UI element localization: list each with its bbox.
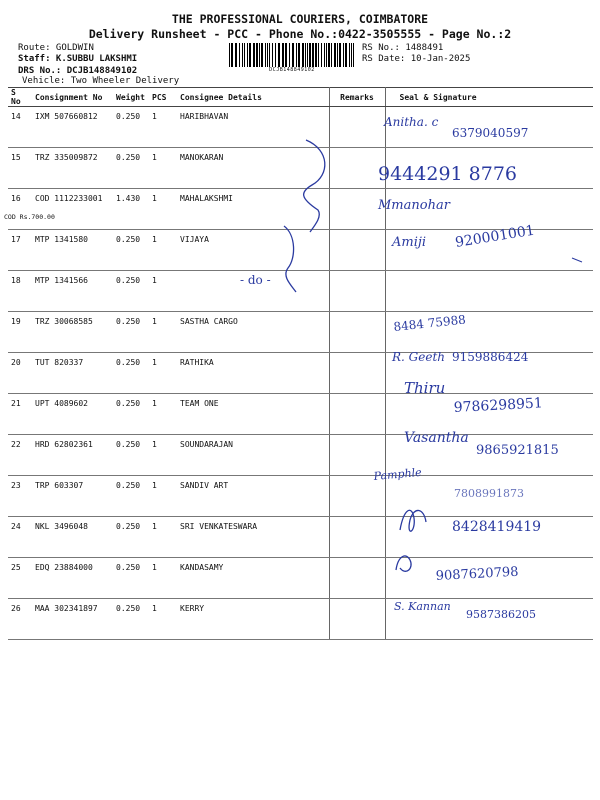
cell-remarks bbox=[329, 271, 385, 312]
barcode-bar bbox=[242, 43, 243, 67]
cell-pcs bbox=[149, 435, 177, 476]
cell-consignment bbox=[32, 558, 113, 599]
signature-name-5: Thiru bbox=[404, 379, 446, 397]
cell-consignee bbox=[177, 312, 329, 353]
cell-signature bbox=[385, 230, 593, 271]
cell-consignee-text: SANDIV ART bbox=[180, 481, 229, 490]
cell-signature bbox=[385, 476, 593, 517]
cell-weight-text: 0.250 bbox=[116, 112, 141, 121]
cell-consignment-text: TRZ 335009872 bbox=[35, 153, 98, 162]
cell-pcs bbox=[149, 353, 177, 394]
cell-consignment-text: TRZ 30068585 bbox=[35, 317, 93, 326]
cell-sno-text: 18 bbox=[11, 276, 21, 285]
cell-signature bbox=[385, 148, 593, 189]
cell-sno-text: 14 bbox=[11, 112, 21, 121]
barcode-bar bbox=[247, 43, 248, 67]
table-row bbox=[8, 312, 593, 353]
cell-weight-text: 0.250 bbox=[116, 481, 141, 490]
barcode-bar bbox=[321, 43, 322, 67]
barcode-bar bbox=[305, 43, 306, 67]
signature-phone-4: 8484 75988 bbox=[392, 312, 467, 334]
signature-phone-1: 6379040597 bbox=[452, 126, 529, 140]
cell-consignment bbox=[32, 189, 113, 230]
col-weight: Weight bbox=[113, 88, 149, 107]
cell-sno bbox=[8, 230, 32, 271]
barcode-bar bbox=[285, 43, 287, 67]
table-row bbox=[8, 517, 593, 558]
cell-weight bbox=[113, 312, 149, 353]
company-title: THE PROFESSIONAL COURIERS, COIMBATORE bbox=[171, 12, 429, 26]
cod-amount-note: COD Rs.700.00 bbox=[4, 213, 55, 221]
cell-weight-text: 0.250 bbox=[116, 153, 141, 162]
cell-sno bbox=[8, 148, 32, 189]
vehicle-label: Vehicle: Two Wheeler Delivery bbox=[22, 76, 180, 86]
table-row bbox=[8, 353, 593, 394]
barcode-bar bbox=[309, 43, 311, 67]
cell-consignment bbox=[32, 312, 113, 353]
cell-consignee-text: MANOKARAN bbox=[180, 153, 224, 162]
cell-sno bbox=[8, 517, 32, 558]
barcode-bar bbox=[318, 43, 319, 67]
cell-consignee bbox=[177, 476, 329, 517]
cell-pcs-text: 1 bbox=[152, 317, 157, 326]
cell-sno bbox=[8, 312, 32, 353]
cell-pcs-text: 1 bbox=[152, 522, 157, 531]
cell-weight-text: 0.250 bbox=[116, 317, 141, 326]
cell-weight bbox=[113, 558, 149, 599]
barcode-bar bbox=[343, 43, 344, 67]
cell-remarks bbox=[329, 435, 385, 476]
barcode-bar bbox=[324, 43, 325, 67]
barcode-bar bbox=[339, 43, 341, 67]
cell-pcs bbox=[149, 476, 177, 517]
cell-pcs-text: 1 bbox=[152, 440, 157, 449]
cell-pcs bbox=[149, 394, 177, 435]
col-signature: Seal & Signature bbox=[385, 88, 593, 107]
cell-sno bbox=[8, 107, 32, 148]
barcode-bar bbox=[353, 43, 354, 67]
cell-signature bbox=[385, 271, 593, 312]
cell-consignee-text: TEAM ONE bbox=[180, 399, 219, 408]
barcode-bar bbox=[289, 43, 290, 67]
cell-consignment bbox=[32, 230, 113, 271]
signature-phone-6: 9786298951 bbox=[453, 395, 544, 416]
barcode-bar bbox=[229, 43, 230, 67]
cell-consignment bbox=[32, 599, 113, 640]
cell-consignment bbox=[32, 271, 113, 312]
cell-remarks bbox=[329, 148, 385, 189]
barcode-bar bbox=[296, 43, 297, 67]
signature-phone-8: 7808991873 bbox=[454, 487, 524, 500]
cell-consignment-text: COD 1112233001 bbox=[35, 194, 103, 203]
cell-consignment bbox=[32, 353, 113, 394]
barcode-bar bbox=[261, 43, 263, 67]
cell-weight bbox=[113, 394, 149, 435]
cell-consignee-text: KANDASAMY bbox=[180, 563, 224, 572]
cell-pcs bbox=[149, 312, 177, 353]
barcode-bar bbox=[331, 43, 332, 67]
cell-sno bbox=[8, 394, 32, 435]
cell-weight-text: 0.250 bbox=[116, 604, 141, 613]
barcode-bar bbox=[249, 43, 251, 67]
cell-pcs-text: 1 bbox=[152, 358, 157, 367]
barcode-bar bbox=[351, 43, 352, 67]
cell-pcs bbox=[149, 271, 177, 312]
cell-remarks bbox=[329, 476, 385, 517]
cell-consignee-text: RATHIKA bbox=[180, 358, 214, 367]
cell-consignee bbox=[177, 435, 329, 476]
cell-consignee-text: VIJAYA bbox=[180, 235, 209, 244]
cell-consignee bbox=[177, 394, 329, 435]
cell-weight-text: 0.250 bbox=[116, 399, 141, 408]
signature-name-8: S. Kannan bbox=[394, 600, 451, 613]
cell-sno-text: 22 bbox=[11, 440, 21, 449]
table-row bbox=[8, 189, 593, 230]
cell-sno-text: 15 bbox=[11, 153, 21, 162]
cell-pcs bbox=[149, 558, 177, 599]
signature-name-4: R. Geeth bbox=[392, 350, 446, 364]
barcode-bar bbox=[292, 43, 294, 67]
staff-label: Staff: K.SUBBU LAKSHMI bbox=[18, 54, 138, 64]
cell-weight-text: 0.250 bbox=[116, 358, 141, 367]
cell-signature bbox=[385, 394, 593, 435]
barcode-bar bbox=[345, 43, 347, 67]
cell-pcs-text: 1 bbox=[152, 235, 157, 244]
signature-phone-2: 9444291 8776 bbox=[378, 163, 518, 185]
cell-consignee bbox=[177, 189, 329, 230]
cell-remarks bbox=[329, 107, 385, 148]
cell-pcs bbox=[149, 599, 177, 640]
signature-name-6: Vasantha bbox=[404, 430, 469, 446]
table-row bbox=[8, 476, 593, 517]
barcode-bar bbox=[349, 43, 350, 67]
cell-consignee bbox=[177, 558, 329, 599]
barcode-bar bbox=[334, 43, 336, 67]
table-row bbox=[8, 107, 593, 148]
cell-sno-text: 25 bbox=[11, 563, 21, 572]
barcode-bar bbox=[307, 43, 308, 67]
cell-signature bbox=[385, 107, 593, 148]
signature-phone-7: 9865921815 bbox=[476, 443, 559, 458]
cell-consignee-text: MAHALAKSHMI bbox=[180, 194, 233, 203]
cell-weight bbox=[113, 435, 149, 476]
cell-signature bbox=[385, 312, 593, 353]
cell-sno-text: 23 bbox=[11, 481, 21, 490]
cell-weight bbox=[113, 271, 149, 312]
signature-name-1: Anitha. c bbox=[384, 115, 439, 129]
cell-weight bbox=[113, 517, 149, 558]
cell-pcs-text: 1 bbox=[152, 399, 157, 408]
cell-consignee bbox=[177, 517, 329, 558]
cell-consignment-text: HRD 62802361 bbox=[35, 440, 93, 449]
cell-sno-text: 26 bbox=[11, 604, 21, 613]
col-consignee: Consignee Details bbox=[177, 88, 329, 107]
table-row bbox=[8, 148, 593, 189]
barcode-bar bbox=[282, 43, 284, 67]
signature-name-3: Amiji bbox=[392, 235, 427, 250]
cell-signature bbox=[385, 517, 593, 558]
cell-pcs-text: 1 bbox=[152, 604, 157, 613]
table-header-row bbox=[8, 88, 593, 107]
signature-phone-3: 920001001 bbox=[454, 222, 536, 251]
table-row bbox=[8, 435, 593, 476]
rs-date: RS Date: 10-Jan-2025 bbox=[362, 54, 471, 64]
cell-pcs bbox=[149, 107, 177, 148]
cell-sno-text: 19 bbox=[11, 317, 21, 326]
cell-sno-text: 21 bbox=[11, 399, 21, 408]
table-row bbox=[8, 558, 593, 599]
cell-sno bbox=[8, 271, 32, 312]
cell-consignment-text: TRP 603307 bbox=[35, 481, 84, 490]
barcode-bar bbox=[328, 43, 330, 67]
barcode-bar bbox=[231, 43, 233, 67]
barcode-bar bbox=[244, 43, 245, 67]
cell-consignment bbox=[32, 476, 113, 517]
cell-sno-text: 24 bbox=[11, 522, 21, 531]
barcode-bar bbox=[272, 43, 273, 67]
cell-consignment bbox=[32, 517, 113, 558]
cell-weight bbox=[113, 189, 149, 230]
cell-pcs bbox=[149, 517, 177, 558]
cell-sno bbox=[8, 476, 32, 517]
cell-pcs bbox=[149, 230, 177, 271]
route-label: Route: GOLDWIN bbox=[18, 43, 94, 53]
cell-consignment-text: MAA 302341897 bbox=[35, 604, 98, 613]
cell-weight-text: 1.430 bbox=[116, 194, 141, 203]
barcode-bar bbox=[337, 43, 338, 67]
barcode-bar bbox=[326, 43, 327, 67]
cell-remarks bbox=[329, 599, 385, 640]
cell-consignment bbox=[32, 435, 113, 476]
runsheet-subtitle: Delivery Runsheet - PCC - Phone No.:0422-3505555 - Page No.:2 bbox=[88, 27, 512, 41]
barcode-bar bbox=[312, 43, 314, 67]
cell-consignment-text: IXM 507660812 bbox=[35, 112, 98, 121]
ditto-mark: - do - bbox=[240, 273, 271, 287]
cell-signature bbox=[385, 599, 593, 640]
cell-remarks bbox=[329, 230, 385, 271]
table-row bbox=[8, 271, 593, 312]
table-row bbox=[8, 599, 593, 640]
runsheet-table bbox=[4, 87, 593, 640]
col-pcs: PCS bbox=[149, 88, 177, 107]
cell-signature bbox=[385, 353, 593, 394]
signature-phone-10: 9087620798 bbox=[435, 564, 519, 584]
cell-sno bbox=[8, 599, 32, 640]
cell-weight-text: 0.250 bbox=[116, 440, 141, 449]
cell-consignee bbox=[177, 107, 329, 148]
cell-consignee bbox=[177, 599, 329, 640]
cell-weight-text: 0.250 bbox=[116, 563, 141, 572]
table-row bbox=[8, 394, 593, 435]
cell-weight-text: 0.250 bbox=[116, 522, 141, 531]
barcode-bar bbox=[253, 43, 255, 67]
barcode-bar bbox=[235, 43, 237, 67]
cell-weight bbox=[113, 230, 149, 271]
cell-weight-text: 0.250 bbox=[116, 235, 141, 244]
barcode-bar bbox=[298, 43, 300, 67]
cell-remarks bbox=[329, 517, 385, 558]
cell-pcs-text: 1 bbox=[152, 481, 157, 490]
barcode-bar bbox=[302, 43, 304, 67]
barcode-bar bbox=[275, 43, 276, 67]
signature-phone-5: 9159886424 bbox=[452, 350, 529, 364]
cell-consignment-text: NKL 3496048 bbox=[35, 522, 88, 531]
col-remarks: Remarks bbox=[329, 88, 385, 107]
cell-weight bbox=[113, 599, 149, 640]
barcode-bar bbox=[259, 43, 260, 67]
signature-name-7: Pamphle bbox=[373, 465, 423, 483]
barcode-bar bbox=[267, 43, 268, 67]
cell-consignment-text: UPT 4089602 bbox=[35, 399, 88, 408]
cell-consignment-text: MTP 1341580 bbox=[35, 235, 88, 244]
col-consignment: Consignment No bbox=[32, 88, 113, 107]
table-row bbox=[8, 230, 593, 271]
barcode-bar bbox=[265, 43, 266, 67]
cell-consignment-text: TUT 820337 bbox=[35, 358, 84, 367]
cell-weight bbox=[113, 107, 149, 148]
cell-pcs-text: 1 bbox=[152, 194, 157, 203]
cell-pcs bbox=[149, 189, 177, 230]
cell-pcs-text: 1 bbox=[152, 153, 157, 162]
cell-weight bbox=[113, 353, 149, 394]
barcode bbox=[228, 43, 356, 67]
drs-number: DRS No.: DCJB148849102 bbox=[18, 66, 138, 76]
cell-consignee bbox=[177, 230, 329, 271]
cell-pcs bbox=[149, 148, 177, 189]
cell-sno bbox=[8, 435, 32, 476]
barcode-bar bbox=[269, 43, 270, 67]
cell-pcs-text: 1 bbox=[152, 112, 157, 121]
cell-consignment bbox=[32, 394, 113, 435]
cell-consignee bbox=[177, 353, 329, 394]
cell-consignment-text: EDQ 23884000 bbox=[35, 563, 93, 572]
cell-consignee-text: HARIBHAVAN bbox=[180, 112, 229, 121]
signature-phone-9: 8428419419 bbox=[452, 519, 542, 535]
cell-signature bbox=[385, 558, 593, 599]
cell-signature bbox=[385, 189, 593, 230]
cell-remarks bbox=[329, 353, 385, 394]
cell-sno-text: 17 bbox=[11, 235, 21, 244]
col-sno: S No bbox=[8, 88, 32, 107]
cell-weight-text: 0.250 bbox=[116, 276, 141, 285]
rs-number: RS No.: 1488491 bbox=[362, 43, 444, 53]
cell-signature bbox=[385, 435, 593, 476]
cell-consignee bbox=[177, 148, 329, 189]
cell-remarks bbox=[329, 312, 385, 353]
cell-pcs-text: 1 bbox=[152, 276, 157, 285]
cell-consignee-text: KERRY bbox=[180, 604, 205, 613]
barcode-bar bbox=[256, 43, 258, 67]
cell-sno-text: 20 bbox=[11, 358, 21, 367]
cell-remarks bbox=[329, 394, 385, 435]
cell-consignee-text: SRI VENKATESWARA bbox=[180, 522, 258, 531]
cell-consignee-text: SOUNDARAJAN bbox=[180, 440, 233, 449]
cell-remarks bbox=[329, 558, 385, 599]
barcode-bar bbox=[239, 43, 240, 67]
cell-sno bbox=[8, 353, 32, 394]
cell-consignment bbox=[32, 148, 113, 189]
barcode-bar bbox=[278, 43, 280, 67]
cell-consignee-text: SASTHA CARGO bbox=[180, 317, 238, 326]
cell-pcs-text: 1 bbox=[152, 563, 157, 572]
cell-sno bbox=[4, 189, 55, 230]
signature-name-2: Mmanohar bbox=[378, 198, 450, 213]
cell-sno-text: 16 bbox=[11, 194, 21, 203]
cell-sno bbox=[8, 558, 32, 599]
cell-weight bbox=[113, 148, 149, 189]
cell-weight bbox=[113, 476, 149, 517]
signature-phone-11: 9587386205 bbox=[466, 608, 536, 621]
cell-consignment-text: MTP 1341566 bbox=[35, 276, 88, 285]
cell-consignment bbox=[32, 107, 113, 148]
cell-consignee bbox=[177, 271, 329, 312]
cell-remarks bbox=[329, 189, 385, 230]
barcode-text: DCJB148849102 bbox=[269, 67, 315, 73]
barcode-bar bbox=[315, 43, 317, 67]
